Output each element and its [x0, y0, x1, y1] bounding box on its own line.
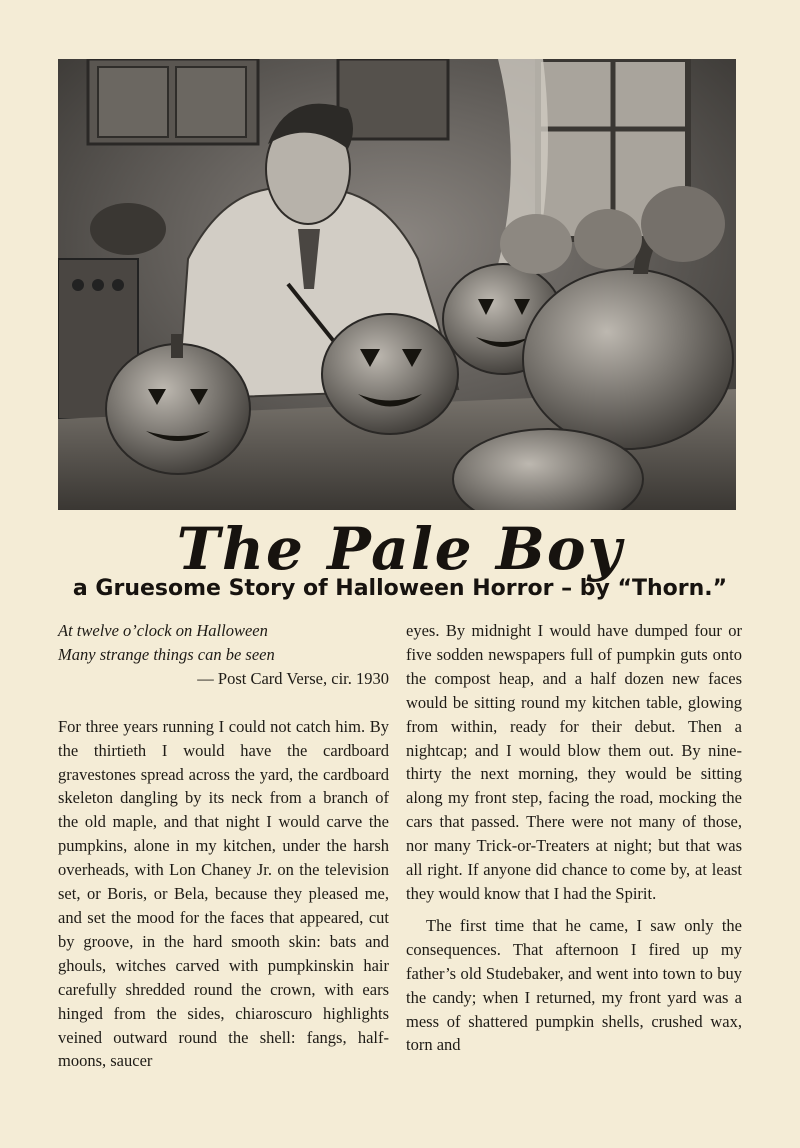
story-paragraph: The first time that he came, I saw only the consequences. That afternoon I fired up my father’s old Studebaker, and went into town to buy the candy; when I returned, my front yard was a mess of shattered pumpkin shells, crushed wax, torn and [406, 915, 742, 1055]
pumpkin-center [322, 314, 458, 434]
pumpkin-carving-illustration [58, 59, 736, 510]
epigraph-attribution: — Post Card Verse, cir. 1930 [197, 668, 389, 688]
story-subtitle: a Gruesome Story of Halloween Horror – by “Thorn.” [72, 576, 728, 601]
story-paragraph: For three years running I could not catch him. By the thirtieth I would have the cardboard gravestones spread across the yard, the cardboard skeleton dangling by its neck from a branch of the old maple, and that night I would carve the pumpkins, alone in my kitchen, under the harsh overheads, with Lon Chaney Jr. on the television set, or Boris, or Bela, because they pleased me, and set the mood for the faces that appeared, cut by groove, in the hard smooth skin: bats and ghouls, witches carved with pumpkinskin hair carefully shredded round the crown, with ears hinged from the sides, chiaroscuro highlights veined outward round the shell: fangs, half-moons, saucer [58, 716, 389, 1071]
story-title: The Pale Boy [176, 515, 624, 583]
column-left [58, 619, 389, 1073]
epigraph [58, 619, 389, 691]
epigraph-line: At twelve o’clock on Halloween [58, 621, 268, 640]
cooking-pot [90, 203, 166, 255]
column-right [406, 619, 742, 1057]
story-paragraph: eyes. By midnight I would have dumped four or five sodden newspapers full of pumpkin guts onto the compost heap, and a half dozen new faces would be sitting round my kitchen table, glowing from within, ready for their debut. Then a nightcap; and I would blow them out. By nine-thirty the next morning, they would be sitting along my front step, facing the road, mocking the cars that passed. There were not many of those, nor many Trick-or-Treaters at night; but that was all right. If anyone did chance to come by, at least they would know that I had the Spirit. [406, 621, 742, 903]
epigraph-line: Many strange things can be seen [58, 644, 275, 664]
